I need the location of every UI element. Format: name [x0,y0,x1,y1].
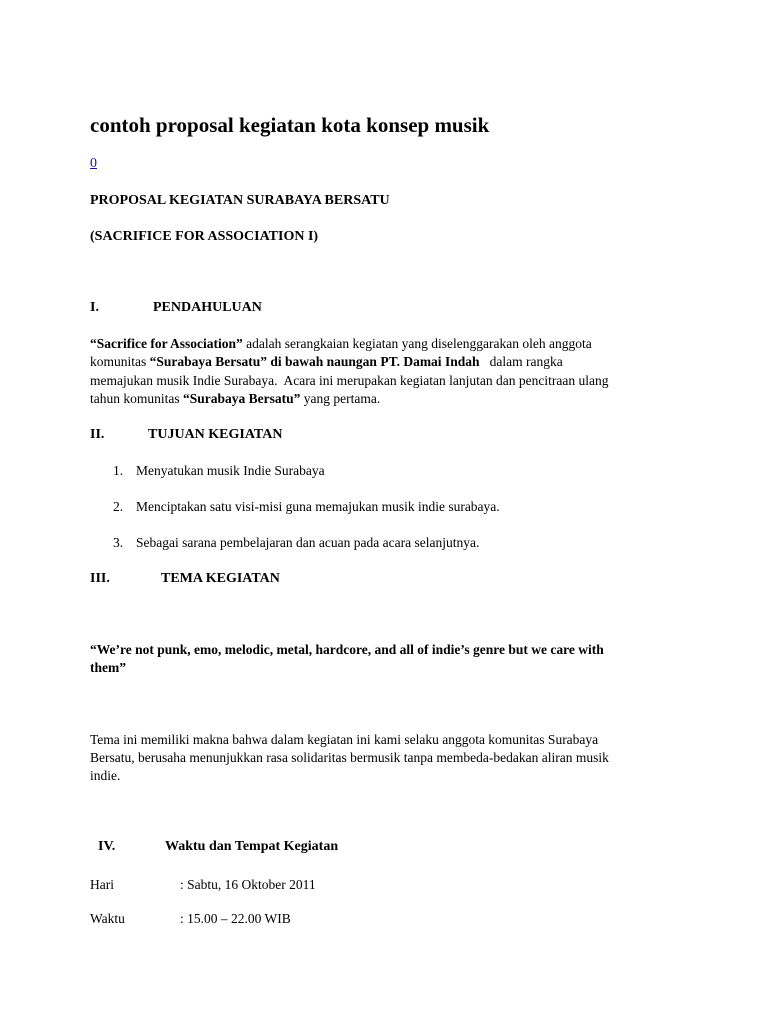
schedule-label-time: Waktu [90,911,125,926]
section-4-heading: Waktu dan Tempat Kegiatan [165,839,339,854]
text: adalah serangkaian kegiatan yang diselenggarakan oleh anggota [242,336,592,351]
list-item: Menyatukan musik Indie Surabaya [136,463,325,478]
bold-text: “Sacrifice for Association” [90,336,243,351]
text: komunitas [90,354,150,369]
schedule-label-day: Hari [90,877,114,892]
text: yang pertama. [300,391,381,406]
text: tahun komunitas [90,391,183,406]
section-1-heading: PENDAHULUAN [153,300,262,315]
proposal-subtitle: (SACRIFICE FOR ASSOCIATION I) [90,229,319,244]
section-1-number: I. [90,300,99,315]
proposal-title: PROPOSAL KEGIATAN SURABAYA BERSATU [90,193,390,208]
paragraph-line [90,335,592,353]
text: dalam rangka [479,354,563,369]
paragraph-line: memajukan musik Indie Surabaya. Acara ini merupakan kegiatan lanjutan dan pencitraan ulang [90,373,609,388]
section-2-number: II. [90,427,105,442]
list-item-number: 3. [113,535,124,550]
bold-text: “Surabaya Bersatu” di bawah naungan PT. Damai Indah [149,354,480,369]
paragraph-line [90,353,563,371]
section-3-heading: TEMA KEGIATAN [161,571,280,586]
theme-paragraph-line: Tema ini memiliki makna bahwa dalam kegiatan ini kami selaku anggota komunitas Surabaya [90,732,599,747]
list-item-number: 1. [113,463,124,478]
theme-paragraph-line: indie. [90,768,121,783]
list-item-number: 2. [113,499,124,514]
section-2-heading: TUJUAN KEGIATAN [148,427,283,442]
list-item: Menciptakan satu visi-misi guna memajukan musik indie surabaya. [136,499,500,514]
theme-paragraph-line: Bersatu, berusaha menunjukkan rasa solidaritas bermusik tanpa membeda-bedakan aliran musik [90,750,609,765]
section-3-number: III. [90,571,110,586]
section-4-number: IV. [98,839,116,854]
bold-text: “Surabaya Bersatu” [183,391,301,406]
schedule-value-time: : 15.00 – 22.00 WIB [180,911,291,926]
schedule-value-day: : Sabtu, 16 Oktober 2011 [180,877,316,892]
list-item: Sebagai sarana pembelajaran dan acuan pada acara selanjutnya. [136,535,480,550]
theme-quote-line: “We’re not punk, emo, melodic, metal, hardcore, and all of indie’s genre but we care with [90,642,604,657]
theme-quote-line: them” [90,660,126,675]
paragraph-line [90,390,380,408]
comment-count-link[interactable]: 0 [90,156,97,171]
page-title: contoh proposal kegiatan kota konsep musik [90,113,490,137]
